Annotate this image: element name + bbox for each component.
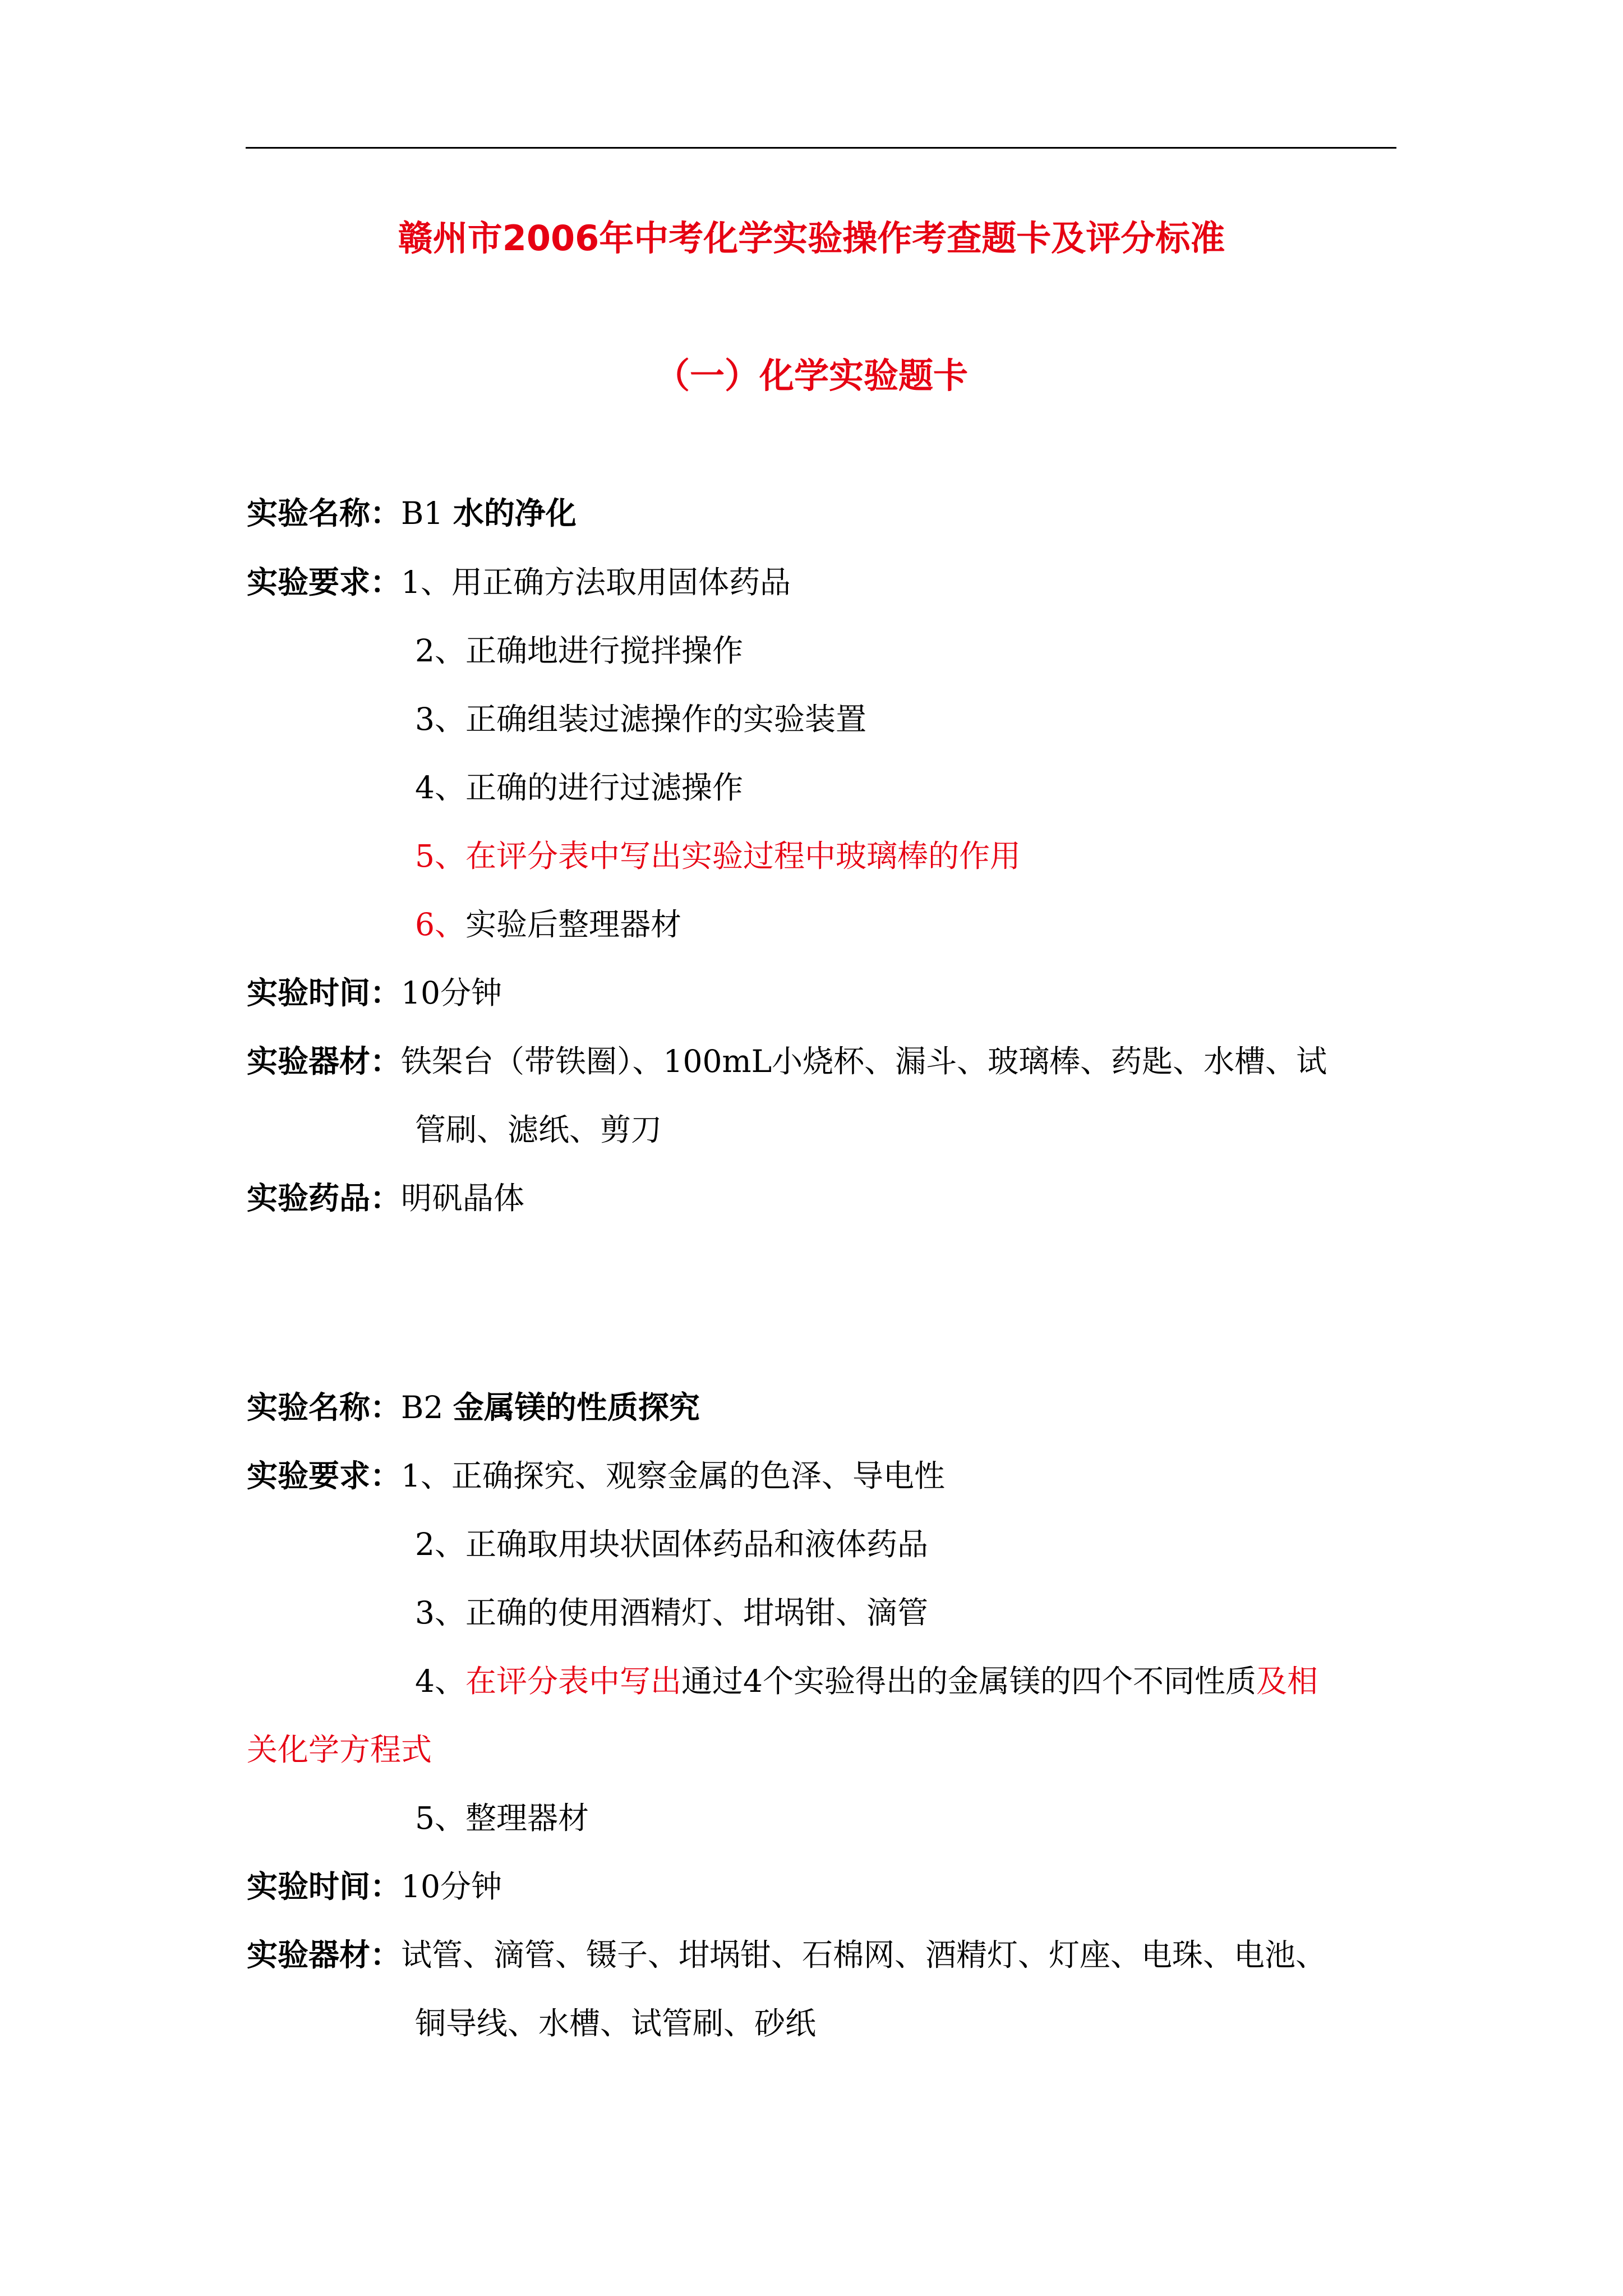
requirement-item: 4、正确的进行过滤操作 — [415, 770, 743, 806]
exp-b1-chemicals-row — [247, 1179, 524, 1218]
exp-name: 水的净化 — [453, 495, 577, 531]
requirement-item: 1、正确探究、观察金属的色泽、导电性 — [401, 1458, 946, 1494]
exp-chemicals: 明矾晶体 — [401, 1180, 525, 1216]
requirement-text: 实验后整理器材 — [465, 907, 682, 942]
requirement-highlight: 在评分表中写出 — [465, 1663, 682, 1699]
exp-equipment-label: 实验器材： — [247, 1937, 402, 1973]
exp-time-label: 实验时间： — [247, 1869, 402, 1904]
exp-code: B2 — [401, 1389, 444, 1425]
exp-b2-name-row — [247, 1388, 700, 1427]
requirement-item: 5、整理器材 — [415, 1800, 589, 1836]
requirement-number: 4、 — [415, 1663, 465, 1699]
requirement-item-continued: 关化学方程式 — [247, 1732, 432, 1768]
exp-name-label: 实验名称： — [247, 1389, 402, 1425]
exp-b1-req-row-1 — [247, 563, 791, 602]
exp-equipment-continued: 铜导线、水槽、试管刷、砂纸 — [415, 2005, 817, 2041]
requirement-item: 1、用正确方法取用固体药品 — [401, 564, 791, 600]
exp-time: 10分钟 — [401, 1869, 502, 1904]
exp-equipment: 铁架台（带铁圈）、100mL小烧杯、漏斗、玻璃棒、药匙、水槽、试 — [401, 1043, 1327, 1079]
requirement-item: 3、正确的使用酒精灯、坩埚钳、滴管 — [415, 1595, 928, 1631]
exp-equipment-label: 实验器材： — [247, 1043, 402, 1079]
header-rule — [246, 147, 1396, 149]
requirement-item: 2、正确地进行搅拌操作 — [415, 633, 743, 669]
requirement-highlight: 及相 — [1256, 1663, 1318, 1699]
requirement-item — [415, 1662, 1318, 1701]
exp-chemicals-label: 实验药品： — [247, 1180, 402, 1216]
exp-b2-time-row — [247, 1867, 502, 1906]
section-subtitle: （一）化学实验题卡 — [654, 355, 968, 396]
document-title: 赣州市2006年中考化学实验操作考查题卡及评分标准 — [398, 218, 1225, 259]
exp-name-label: 实验名称： — [247, 495, 402, 531]
requirement-item — [415, 905, 681, 944]
exp-time: 10分钟 — [401, 975, 502, 1011]
exp-b1-name-row — [247, 494, 577, 533]
exp-b1-equipment-row — [247, 1042, 1327, 1081]
exp-b2-equipment-row — [247, 1935, 1326, 1975]
exp-requirements-label: 实验要求： — [247, 1458, 402, 1494]
requirement-item-highlighted: 5、在评分表中写出实验过程中玻璃棒的作用 — [415, 838, 1021, 874]
exp-b2-req-row-1 — [247, 1456, 945, 1496]
exp-b1-time-row — [247, 973, 502, 1013]
requirement-item: 2、正确取用块状固体药品和液体药品 — [415, 1526, 928, 1562]
exp-time-label: 实验时间： — [247, 975, 402, 1011]
exp-requirements-label: 实验要求： — [247, 564, 402, 600]
exp-equipment: 试管、滴管、镊子、坩埚钳、石棉网、酒精灯、灯座、电珠、电池、 — [401, 1937, 1327, 1973]
requirement-item: 3、正确组装过滤操作的实验装置 — [415, 701, 866, 737]
exp-name: 金属镁的性质探究 — [453, 1389, 700, 1425]
exp-equipment-continued: 管刷、滤纸、剪刀 — [415, 1112, 662, 1148]
requirement-number: 6、 — [415, 907, 465, 942]
exp-code: B1 — [401, 495, 444, 531]
requirement-text: 通过4个实验得出的金属镁的四个不同性质 — [681, 1663, 1257, 1699]
